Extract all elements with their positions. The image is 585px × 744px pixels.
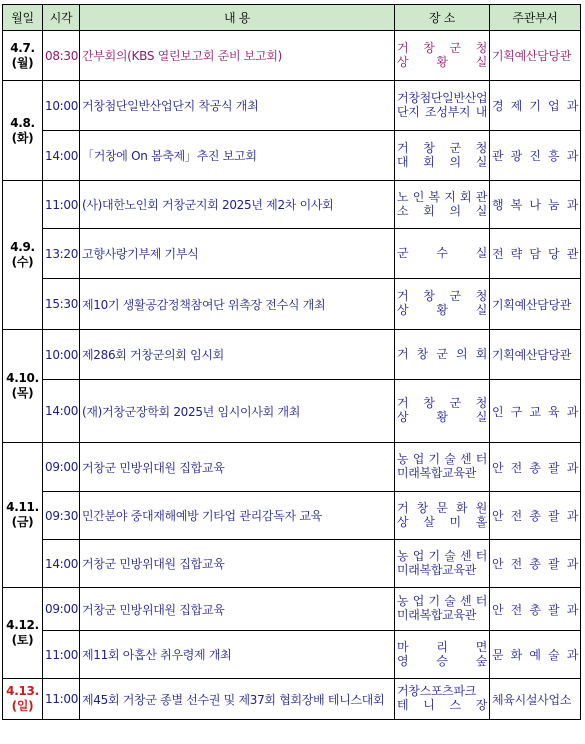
place-line: 상 살 미 홀 xyxy=(397,514,487,529)
event-time: 15:30 xyxy=(43,279,80,330)
event-time: 14:00 xyxy=(43,131,80,181)
place-line: 거 창 군 의 회 xyxy=(397,346,487,361)
table-row xyxy=(3,631,581,679)
event-dept: 안 전 총 괄 과 xyxy=(490,540,581,588)
event-dept: 기획예산담당관 xyxy=(490,31,581,81)
date-label: 4.10. xyxy=(6,371,39,385)
date-label: 4.13. xyxy=(6,684,39,698)
event-place xyxy=(395,81,490,131)
table-row xyxy=(3,679,581,720)
schedule-table xyxy=(2,4,581,720)
header-content: 내 용 xyxy=(80,5,395,31)
event-dept: 안 전 총 괄 과 xyxy=(490,443,581,492)
event-time: 13:20 xyxy=(43,229,80,279)
weekday-label: (수) xyxy=(11,255,34,269)
place-line: 상 황 실 xyxy=(397,410,487,424)
event-time: 09:30 xyxy=(43,492,80,540)
event-title: 민간분야 중대재해예방 기타업 관리감독자 교육 xyxy=(80,492,395,540)
weekday-label: (금) xyxy=(11,515,34,529)
event-time: 11:00 xyxy=(43,181,80,229)
place-line: 단지 조성부지 내 xyxy=(397,104,487,119)
event-place xyxy=(395,131,490,181)
event-title: 거창군 민방위대원 집합교육 xyxy=(80,588,395,631)
event-place xyxy=(395,540,490,588)
event-dept: 기획예산담당관 xyxy=(490,279,581,330)
event-place xyxy=(395,679,490,720)
date-cell xyxy=(3,588,43,679)
place-line: 농 업 기 술 센 터 xyxy=(397,594,487,609)
date-label: 4.12. xyxy=(6,618,39,632)
place-line: 거창스포츠파크 xyxy=(397,684,477,699)
event-place xyxy=(395,380,490,443)
table-row xyxy=(3,330,581,380)
place-line: 거창첨단일반산업 xyxy=(397,90,488,105)
event-place xyxy=(395,330,490,380)
place-line: 노 인 복 지 회 관 xyxy=(397,189,487,204)
event-title: 거창군 민방위대원 집합교육 xyxy=(80,540,395,588)
date-cell xyxy=(3,330,43,443)
event-time: 08:30 xyxy=(43,31,80,81)
table-row xyxy=(3,131,581,181)
place-line: 상 황 실 xyxy=(397,303,487,317)
place-line: 거 창 군 청 xyxy=(397,140,487,155)
event-title: 거창군 민방위대원 집합교육 xyxy=(80,443,395,492)
date-cell xyxy=(3,31,43,81)
event-place xyxy=(395,631,490,679)
table-row xyxy=(3,279,581,330)
table-row xyxy=(3,31,581,81)
event-title: 거창첨단일반산업단지 착공식 개최 xyxy=(80,81,395,131)
table-row xyxy=(3,588,581,631)
event-dept: 문 화 예 술 과 xyxy=(490,631,581,679)
place-line: 상 황 실 xyxy=(397,54,487,69)
event-title: 제45회 거창군 종별 선수권 및 제37회 협회장배 테니스대회 xyxy=(80,679,395,720)
event-time: 09:00 xyxy=(43,443,80,492)
table-row xyxy=(3,540,581,588)
weekday-label: (목) xyxy=(11,386,34,400)
event-time: 09:00 xyxy=(43,588,80,631)
place-line: 마 리 면 xyxy=(397,639,487,654)
event-time: 11:00 xyxy=(43,679,80,720)
event-place xyxy=(395,31,490,81)
date-label: 4.7. xyxy=(10,40,35,55)
schedule-body xyxy=(3,31,581,720)
place-line: 영 승 숲 xyxy=(397,653,487,668)
table-row xyxy=(3,229,581,279)
table-row xyxy=(3,181,581,229)
event-dept: 안 전 총 괄 과 xyxy=(490,492,581,540)
header-time: 시각 xyxy=(43,5,80,31)
place-line: 거 창 군 청 xyxy=(397,40,487,55)
date-cell xyxy=(3,443,43,588)
place-line: 대 회 의 실 xyxy=(397,154,487,169)
event-dept: 체육시설사업소 xyxy=(490,679,581,720)
table-row xyxy=(3,380,581,443)
place-line: 거 창 군 청 xyxy=(397,396,487,411)
header-date: 월일 xyxy=(3,5,43,31)
place-line: 미래복합교육관 xyxy=(397,466,477,480)
event-dept: 안 전 총 괄 과 xyxy=(490,588,581,631)
event-title: (재)거창군장학회 2025년 임시이사회 개최 xyxy=(80,380,395,443)
event-dept: 행 복 나 눔 과 xyxy=(490,181,581,229)
event-title: (사)대한노인회 거창군지회 2025년 제2차 이사회 xyxy=(80,181,395,229)
event-place xyxy=(395,181,490,229)
place-line: 농 업 기 술 센 터 xyxy=(397,548,487,563)
date-label: 4.11. xyxy=(6,500,39,514)
event-place xyxy=(395,443,490,492)
table-row xyxy=(3,492,581,540)
event-dept: 관 광 진 흥 과 xyxy=(490,131,581,181)
table-row xyxy=(3,443,581,492)
header-place: 장 소 xyxy=(395,5,490,31)
event-place xyxy=(395,492,490,540)
date-label: 4.9. xyxy=(10,240,35,254)
weekday-label: (토) xyxy=(11,633,34,647)
weekday-label: (일) xyxy=(11,699,34,713)
event-dept: 기획예산담당관 xyxy=(490,330,581,380)
date-cell xyxy=(3,679,43,720)
event-time: 10:00 xyxy=(43,81,80,131)
date-cell xyxy=(3,81,43,181)
event-time: 11:00 xyxy=(43,631,80,679)
event-title: 제11회 아홉산 취우령제 개최 xyxy=(80,631,395,679)
event-title: 고향사랑기부제 기부식 xyxy=(80,229,395,279)
place-line: 미래복합교육관 xyxy=(397,562,477,577)
event-title: 제10기 생활공감정책참여단 위촉장 전수식 개최 xyxy=(80,279,395,330)
place-line: 거 창 문 화 원 xyxy=(397,500,487,515)
event-title: 제286회 거창군의회 임시회 xyxy=(80,330,395,380)
event-dept: 경 제 기 업 과 xyxy=(490,81,581,131)
place-line: 소 회 의 실 xyxy=(397,203,487,218)
event-title: 「거창에 On 봄축제」추진 보고회 xyxy=(80,131,395,181)
date-label: 4.8. xyxy=(10,115,35,130)
event-dept: 인 구 교 육 과 xyxy=(490,380,581,443)
place-line: 군 수 실 xyxy=(397,245,487,260)
header-dept: 주관부서 xyxy=(490,5,581,31)
weekday-label: (화) xyxy=(11,130,34,145)
place-line: 테 니 스 장 xyxy=(397,698,487,712)
date-cell xyxy=(3,181,43,330)
place-line: 거 창 군 청 xyxy=(397,289,487,304)
place-line: 미래복합교육관 xyxy=(397,608,477,622)
event-time: 10:00 xyxy=(43,330,80,380)
table-header xyxy=(3,5,581,31)
event-time: 14:00 xyxy=(43,540,80,588)
place-line: 농 업 기 술 센 터 xyxy=(397,452,487,467)
event-place xyxy=(395,279,490,330)
table-row xyxy=(3,81,581,131)
event-time: 14:00 xyxy=(43,380,80,443)
event-place xyxy=(395,229,490,279)
event-place xyxy=(395,588,490,631)
event-dept: 전 략 담 당 관 xyxy=(490,229,581,279)
event-title: 간부회의(KBS 열린보고회 준비 보고회) xyxy=(80,31,395,81)
weekday-label: (월) xyxy=(11,55,34,70)
